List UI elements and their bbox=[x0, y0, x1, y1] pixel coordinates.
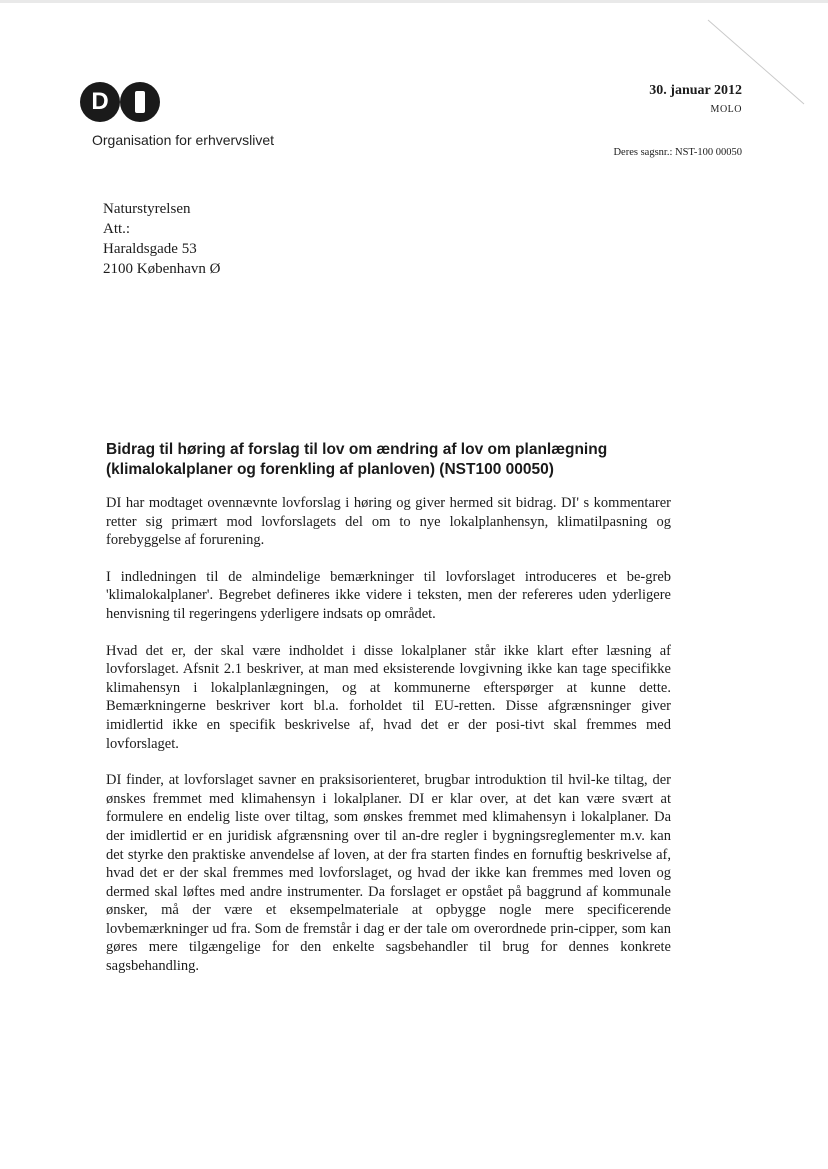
logo-letter-d: D bbox=[91, 88, 109, 115]
body-paragraph: I indledningen til de almindelige bemærkninger til lovforslaget introduceres et be-greb 'klimalokalplaner'. Begrebet defineres ikke videre i teksten, men der refereres uden yderligere henvisning til regeringens yderligere indsats op området. bbox=[106, 568, 671, 622]
recipient-line: 2100 København Ø bbox=[103, 261, 221, 277]
recipient-line: Haraldsgade 53 bbox=[103, 241, 197, 257]
body-paragraph: DI finder, at lovforslaget savner en praksisorienteret, brugbar introduktion til hvil-ke tiltag, der ønskes fremmet med klimahensyn i lokalplaner. DI er klar over, at det kan være svært at formulere en endelig liste over tiltag, som ønskes fremmet med klimahensyn i lokalplaner. Da der imidlertid er en juridisk afgrænsning over til an-dre regler i bygningsreglementer m.v. kan det styrke den praktiske anvendelse af loven, at der fra starten findes en fornuftig beskrivelse af, hvad det er der skal fremmes med lovforslaget, og hvad der ikke kan fremmes med loven og dermed skal løftes med andre instrumenter. Da forslaget er opstået på baggrund af kommunale ønsker, må der være et eksempelmateriale at opbygge nogle mere specificerende lovbemærkninger ud fra. Som de fremstår i dag er der tale om overordnede prin-cipper, som kan gøres mere tilgængelige for den enkelte sagsbehandler til brug for dennes konkrete sagsbehandling. bbox=[106, 772, 671, 975]
logo-i-circle bbox=[120, 82, 160, 122]
case-reference: Deres sagsnr.: NST-100 00050 bbox=[613, 147, 742, 158]
recipient-line: Naturstyrelsen bbox=[103, 201, 191, 217]
author-initials: MOLO bbox=[710, 104, 742, 115]
letter-date: 30. januar 2012 bbox=[649, 83, 742, 98]
organisation-name: Organisation for erhvervslivet bbox=[92, 132, 275, 148]
scan-top-edge bbox=[0, 0, 828, 3]
recipient-address bbox=[103, 199, 220, 279]
logo-i-bar bbox=[135, 91, 145, 113]
body-paragraph: DI har modtaget ovennævnte lovforslag i høring og giver hermed sit bidrag. DI' s kommentarer retter sig primært mod lovforslagets del om to nye lokalplanhensyn, klimatilpasning og forebyggelse af forurening. bbox=[106, 495, 671, 549]
logo-d-circle bbox=[80, 82, 120, 122]
letter-body bbox=[106, 494, 671, 994]
body-paragraph: Hvad det er, der skal være indholdet i disse lokalplaner står ikke klart efter læsning af lovforslaget. Afsnit 2.1 beskriver, at man med eksisterende lovgivning ikke kan tage specifikke klimahensyn i lokalplanlægningen, og at kommunerne efterspørger at kunne dette. Bemærkningerne beskriver kort bl.a. forholdet til EU-retten. Disse afgrænsninger giver imidlertid ikke en specifik beskrivelse af, hvad det er der posi-tivt skal fremmes med lovforslaget. bbox=[106, 642, 671, 752]
di-logo bbox=[80, 82, 170, 122]
letter-subject: Bidrag til høring af forslag til lov om ændring af lov om planlægning (klimalokalplaner og forenkling af planloven) (NST100 00050) bbox=[106, 441, 608, 478]
recipient-line: Att.: bbox=[103, 221, 131, 237]
